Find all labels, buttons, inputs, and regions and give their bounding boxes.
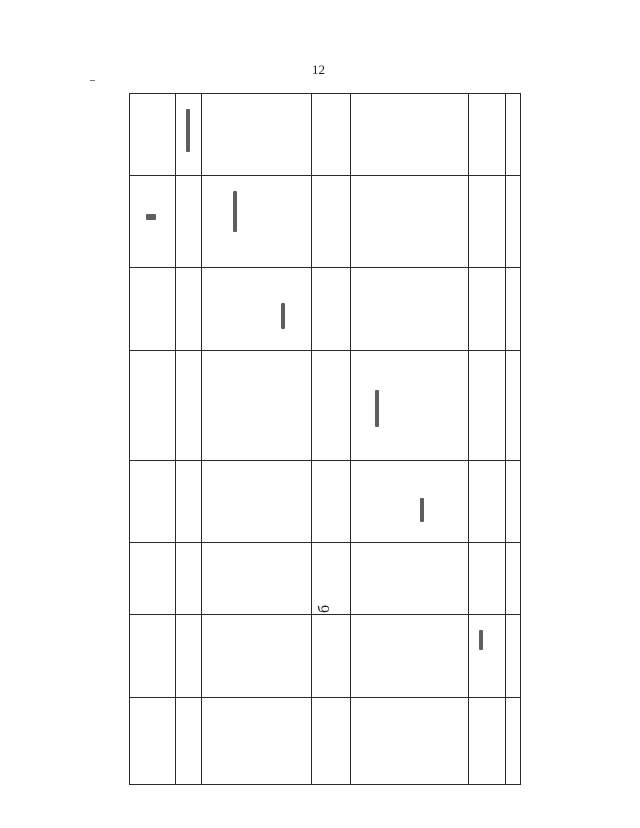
row-divider bbox=[129, 542, 521, 543]
column-divider bbox=[350, 93, 351, 785]
text-block bbox=[186, 109, 190, 152]
row-divider bbox=[129, 175, 521, 176]
row-divider bbox=[129, 460, 521, 461]
text-block bbox=[375, 390, 379, 427]
table-outer-border bbox=[129, 784, 521, 785]
text-block bbox=[479, 630, 483, 650]
rotated-letter: б bbox=[316, 604, 333, 613]
text-block bbox=[146, 214, 156, 220]
text-block bbox=[233, 191, 237, 232]
column-divider bbox=[468, 93, 469, 785]
table-outer-border bbox=[129, 93, 130, 785]
table-outer-border bbox=[129, 93, 521, 94]
rotated-table bbox=[129, 93, 521, 785]
row-divider bbox=[129, 697, 521, 698]
text-block bbox=[281, 303, 285, 329]
column-divider bbox=[201, 93, 202, 785]
column-divider bbox=[175, 93, 176, 785]
row-divider bbox=[129, 267, 521, 268]
text-block bbox=[420, 498, 424, 522]
page-number: 12 bbox=[312, 62, 325, 77]
row-divider bbox=[129, 614, 521, 615]
scan-dot bbox=[90, 80, 95, 81]
row-divider bbox=[129, 350, 521, 351]
table-outer-border bbox=[520, 93, 521, 785]
column-divider bbox=[311, 93, 312, 785]
column-divider bbox=[505, 93, 506, 785]
